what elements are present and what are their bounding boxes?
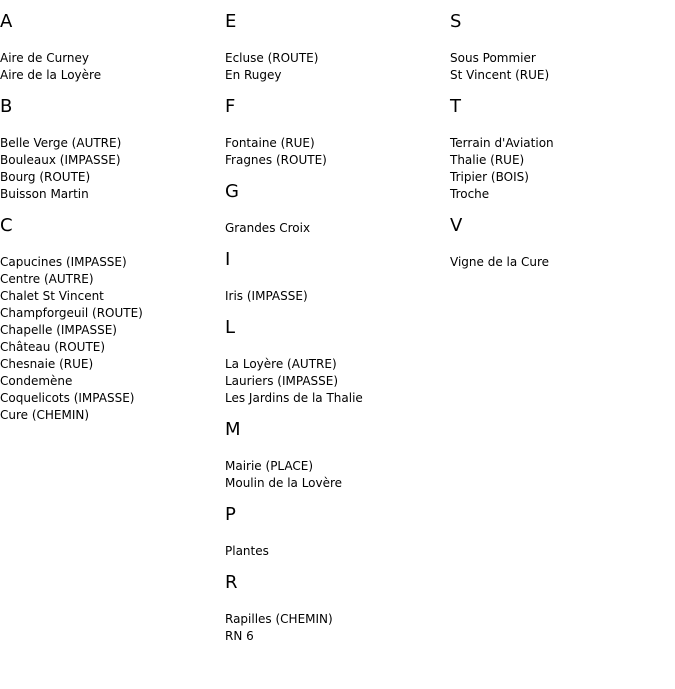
street-link[interactable]: Fragnes (ROUTE) xyxy=(225,153,327,167)
street-index-column-3 xyxy=(450,0,670,283)
letter-group-a xyxy=(0,11,220,84)
street-link[interactable]: Belle Verge (AUTRE) xyxy=(0,136,122,150)
letter-heading: M xyxy=(225,419,241,440)
street-list-item xyxy=(450,50,670,67)
street-link[interactable]: Bouleaux (IMPASSE) xyxy=(0,153,121,167)
street-list xyxy=(0,50,220,84)
letter-heading: F xyxy=(225,96,236,117)
street-list-item xyxy=(225,543,445,560)
street-link[interactable]: Aire de la Loyère xyxy=(0,68,102,82)
street-list-item xyxy=(225,475,445,492)
letter-group-l xyxy=(225,317,445,407)
street-list xyxy=(450,135,670,203)
letter-group-f xyxy=(225,96,445,169)
street-link[interactable]: Château (ROUTE) xyxy=(0,340,106,354)
street-list-item xyxy=(450,67,670,84)
street-link[interactable]: Buisson Martin xyxy=(0,187,89,201)
letter-group-r xyxy=(225,572,445,645)
street-link[interactable]: Chalet St Vincent xyxy=(0,289,104,303)
street-link[interactable]: Lauriers (IMPASSE) xyxy=(225,374,339,388)
street-list-item xyxy=(225,50,445,67)
street-list-item xyxy=(450,186,670,203)
letter-group-g xyxy=(225,181,445,237)
street-list-item xyxy=(0,254,220,271)
street-list xyxy=(0,254,220,424)
street-list-item xyxy=(0,305,220,322)
street-link[interactable]: St Vincent (RUE) xyxy=(450,68,550,82)
letter-group-p xyxy=(225,504,445,560)
street-link[interactable]: Ecluse (ROUTE) xyxy=(225,51,319,65)
letter-group-t xyxy=(450,96,670,203)
street-link[interactable]: Mairie (PLACE) xyxy=(225,459,314,473)
street-list-item xyxy=(225,288,445,305)
street-list-item xyxy=(225,152,445,169)
street-link[interactable]: Sous Pommier xyxy=(450,51,536,65)
street-list xyxy=(225,288,445,305)
letter-heading: P xyxy=(225,504,236,525)
street-link[interactable]: Centre (AUTRE) xyxy=(0,272,94,286)
street-link[interactable]: Plantes xyxy=(225,544,269,558)
street-list-item xyxy=(225,67,445,84)
letter-group-b xyxy=(0,96,220,203)
letter-heading: R xyxy=(225,572,238,593)
street-link[interactable]: RN 6 xyxy=(225,629,254,643)
letter-heading: C xyxy=(0,215,13,236)
street-list xyxy=(225,458,445,492)
letter-heading: L xyxy=(225,317,236,338)
street-list-item xyxy=(0,50,220,67)
street-link[interactable]: Aire de Curney xyxy=(0,51,90,65)
street-list xyxy=(225,356,445,407)
street-link[interactable]: Condemène xyxy=(0,374,73,388)
street-list-item xyxy=(0,135,220,152)
street-link[interactable]: La Loyère (AUTRE) xyxy=(225,357,337,371)
street-link[interactable]: Capucines (IMPASSE) xyxy=(0,255,127,269)
street-link[interactable]: Troche xyxy=(450,187,490,201)
letter-group-e xyxy=(225,11,445,84)
letter-heading: A xyxy=(0,11,13,32)
street-list-item xyxy=(225,135,445,152)
street-list-item xyxy=(0,152,220,169)
street-list-item xyxy=(225,390,445,407)
street-link[interactable]: Coquelicots (IMPASSE) xyxy=(0,391,135,405)
street-list-item xyxy=(225,628,445,645)
letter-heading: T xyxy=(450,96,461,117)
letter-group-m xyxy=(225,419,445,492)
street-list xyxy=(225,543,445,560)
street-list-item xyxy=(0,186,220,203)
street-index-column-2 xyxy=(225,0,445,657)
street-link[interactable]: Les Jardins de la Thalie xyxy=(225,391,363,405)
street-list-item xyxy=(0,271,220,288)
street-list-item xyxy=(0,356,220,373)
street-list-item xyxy=(450,169,670,186)
letter-heading: S xyxy=(450,11,462,32)
street-list xyxy=(225,135,445,169)
letter-group-c xyxy=(0,215,220,424)
street-link[interactable]: Chesnaie (RUE) xyxy=(0,357,94,371)
street-list xyxy=(225,220,445,237)
street-link[interactable]: Moulin de la Lovère xyxy=(225,476,343,490)
street-link[interactable]: Bourg (ROUTE) xyxy=(0,170,91,184)
street-index-column-1 xyxy=(0,0,220,436)
street-link[interactable]: Terrain d'Aviation xyxy=(450,136,554,150)
street-list-item xyxy=(450,152,670,169)
street-list-item xyxy=(0,322,220,339)
street-link[interactable]: Rapilles (CHEMIN) xyxy=(225,612,333,626)
letter-group-v xyxy=(450,215,670,271)
street-list-item xyxy=(0,288,220,305)
street-link[interactable]: Fontaine (RUE) xyxy=(225,136,315,150)
street-link[interactable]: Vigne de la Cure xyxy=(450,255,550,269)
street-list-item xyxy=(225,220,445,237)
letter-group-i xyxy=(225,249,445,305)
street-list-item xyxy=(450,135,670,152)
street-list xyxy=(450,50,670,84)
street-link[interactable]: Thalie (RUE) xyxy=(450,153,525,167)
letter-heading: V xyxy=(450,215,463,236)
street-list xyxy=(450,254,670,271)
street-link[interactable]: Tripier (BOIS) xyxy=(450,170,529,184)
letter-heading: I xyxy=(225,249,231,270)
street-list-item xyxy=(0,67,220,84)
street-link[interactable]: Iris (IMPASSE) xyxy=(225,289,308,303)
letter-heading: B xyxy=(0,96,13,117)
street-link[interactable]: En Rugey xyxy=(225,68,282,82)
street-list xyxy=(225,50,445,84)
street-list-item xyxy=(0,407,220,424)
street-list xyxy=(0,135,220,203)
letter-group-s xyxy=(450,11,670,84)
street-list-item xyxy=(225,373,445,390)
street-link[interactable]: Chapelle (IMPASSE) xyxy=(0,323,117,337)
street-list-item xyxy=(0,373,220,390)
street-link[interactable]: Grandes Croix xyxy=(225,221,311,235)
street-list-item xyxy=(225,458,445,475)
street-link[interactable]: Champforgeuil (ROUTE) xyxy=(0,306,143,320)
street-list-item xyxy=(0,169,220,186)
street-list-item xyxy=(0,339,220,356)
street-list-item xyxy=(0,390,220,407)
street-link[interactable]: Cure (CHEMIN) xyxy=(0,408,90,422)
street-list-item xyxy=(225,356,445,373)
street-list xyxy=(225,611,445,645)
street-list-item xyxy=(225,611,445,628)
letter-heading: E xyxy=(225,11,237,32)
street-list-item xyxy=(450,254,670,271)
letter-heading: G xyxy=(225,181,239,202)
